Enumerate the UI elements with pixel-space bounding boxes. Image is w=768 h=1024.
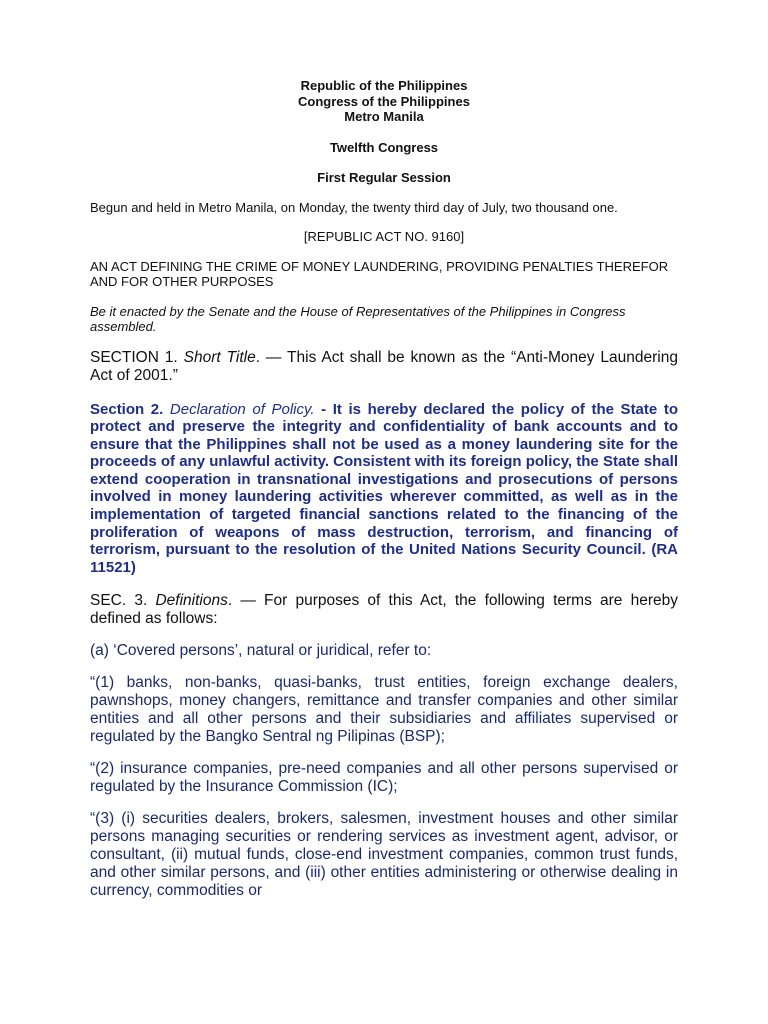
section-3-label: SEC. 3. (90, 592, 148, 610)
header-congress-name: Congress of the Philippines (298, 93, 470, 109)
section-2-label: Section 2. (90, 400, 164, 418)
section-3 (90, 592, 678, 628)
begun-statement: Begun and held in Metro Manila, on Monday, the twenty third day of July, two thousand one. (90, 199, 618, 215)
header-congress-number: Twelfth Congress (329, 139, 439, 155)
section-2 (90, 401, 678, 577)
definition-item-1: “(1) banks, non-banks, quasi-banks, trust entities, foreign exchange dealers, pawnshops, money changers, remittance and transfer companies and other similar entities and all other persons and their subsidiaries and affiliates supervised or regulated by the Bangko Sentral ng Pilipinas (BSP); (90, 674, 678, 746)
definition-item-3: “(3) (i) securities dealers, brokers, salesmen, investment houses and other similar persons managing securities or rendering services as investment agent, advisor, or consultant, (ii) mutual funds, close-end investment companies, common trust funds, and other similar persons, and (iii) other entities administering or otherwise dealing in currency, commodities or (90, 810, 678, 900)
act-number: [REPUBLIC ACT NO. 9160] (303, 229, 465, 244)
section-3-title: Definitions (155, 592, 228, 610)
header-location: Metro Manila (344, 109, 424, 124)
section-1-title: Short Title (183, 348, 256, 366)
section-3-text: . — For purposes of this Act, the following terms are hereby defined as follows: (90, 592, 678, 628)
document-header (90, 78, 678, 186)
section-2-text: - It is hereby declared the policy of the State to protect and preserve the integrity and confidentiality of bank accounts and to ensure that the Philippines shall not be used as a money laundering site for the proceeds of any unlawful activity. Consistent with its foreign policy, the State shall extend cooperation in transnational investigations and prosecutions of persons involved in money laundering activities wherever committed, as well as in the implementation of targeted financial sanctions related to the financing of the proliferation of weapons of mass destruction, terrorism, and financing of terrorism, pursuant to the resolution of the United Nations Security Council. (RA 11521) (90, 400, 678, 576)
section-1-text: . — This Act shall be known as the “Anti-Money Laundering Act of 2001.” (90, 348, 678, 384)
document-page (90, 78, 678, 900)
section-1 (90, 349, 678, 385)
definition-item-2: “(2) insurance companies, pre-need companies and all other persons supervised or regulated by the Insurance Commission (IC); (90, 760, 678, 796)
definition-a: (a) ‘Covered persons’, natural or juridical, refer to: (90, 642, 432, 660)
section-2-title: Declaration of Policy. (169, 400, 315, 418)
header-republic: Republic of the Philippines (300, 78, 468, 93)
enacting-clause: Be it enacted by the Senate and the House of Representatives of the Philippines in Congress assembled. (90, 303, 626, 334)
section-1-label: SECTION 1. (90, 348, 178, 366)
header-session: First Regular Session (317, 170, 451, 185)
act-title: AN ACT DEFINING THE CRIME OF MONEY LAUNDERING, PROVIDING PENALTIES THEREFOR AND FOR OTHER PURPOSES (90, 258, 669, 289)
